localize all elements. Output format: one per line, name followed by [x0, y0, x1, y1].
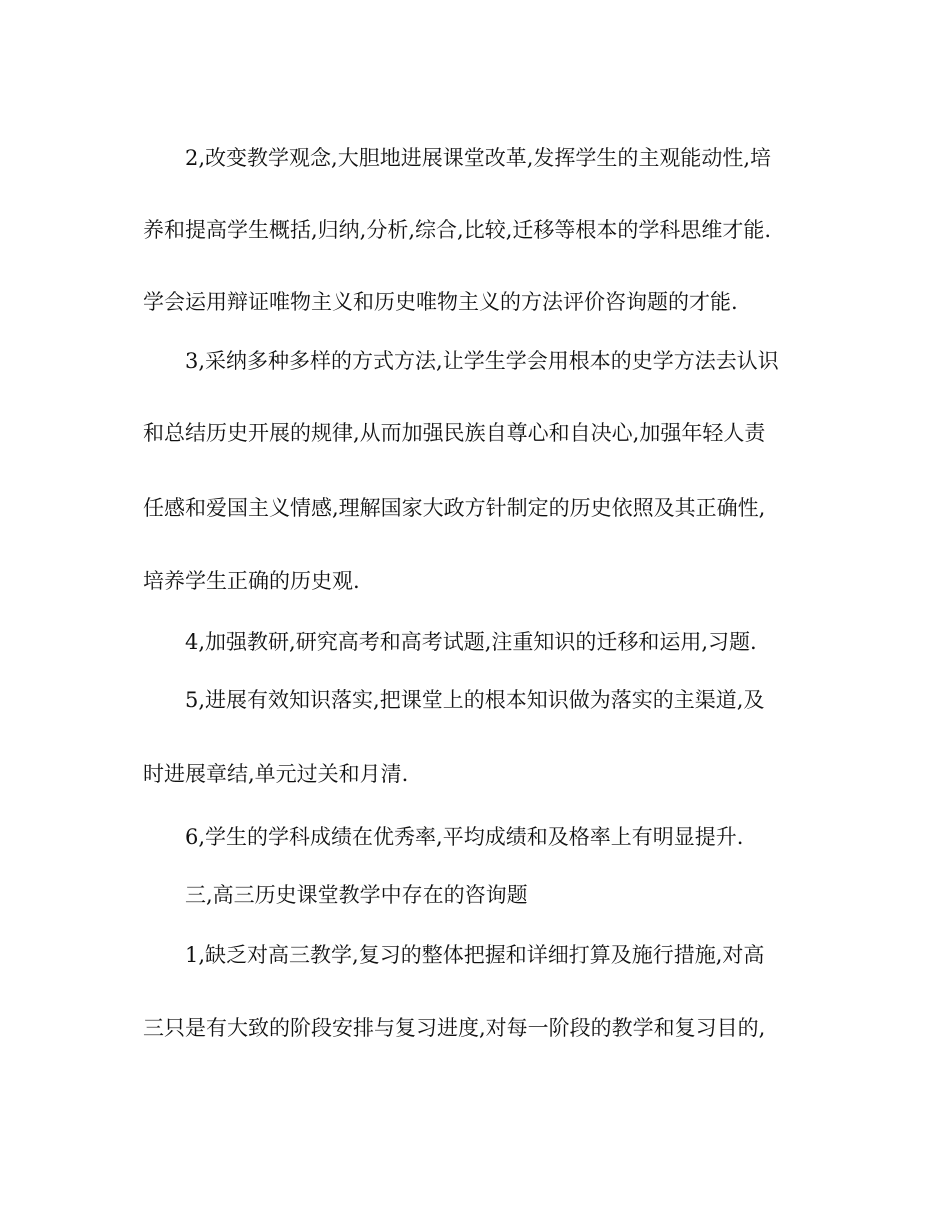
paragraph-5-line-1: 5,进展有效知识落实,把课堂上的根本知识做为落实的主渠道,及 — [185, 688, 765, 712]
paragraph-3-line-3: 任感和爱国主义情感,理解国家大政方针制定的历史依照及其正确性, — [143, 496, 766, 520]
paragraph-3-line-1: 3,采纳多种多样的方式方法,让学生学会用根本的史学方法去认识 — [185, 349, 779, 373]
paragraph-4-line-1: 4,加强教研,研究高考和高考试题,注重知识的迁移和运用,习题. — [185, 630, 757, 654]
paragraph-2-line-1: 2,改变教学观念,大胆地进展课堂改革,发挥学生的主观能动性,培 — [185, 146, 772, 170]
section-heading-3: 三,高三历史课堂教学中存在的咨询题 — [185, 883, 528, 907]
paragraph-5-line-2: 时进展章结,单元过关和月清. — [143, 762, 409, 786]
section-3-paragraph-1-line-1: 1,缺乏对高三教学,复习的整体把握和详细打算及施行措施,对高 — [185, 943, 765, 967]
paragraph-2-line-3: 学会运用辩证唯物主义和历史唯物主义的方法评价咨询题的才能. — [143, 290, 738, 314]
section-3-paragraph-1-line-2: 三只是有大致的阶段安排与复习进度,对每一阶段的教学和复习目的, — [143, 1016, 766, 1040]
paragraph-3-line-2: 和总结历史开展的规律,从而加强民族自尊心和自决心,加强年轻人责 — [143, 421, 766, 445]
paragraph-6-line-1: 6,学生的学科成绩在优秀率,平均成绩和及格率上有明显提升. — [185, 825, 744, 849]
paragraph-2-line-2: 养和提高学生概括,归纳,分析,综合,比较,迁移等根本的学科思维才能. — [143, 218, 772, 242]
paragraph-3-line-4: 培养学生正确的历史观. — [143, 569, 360, 593]
